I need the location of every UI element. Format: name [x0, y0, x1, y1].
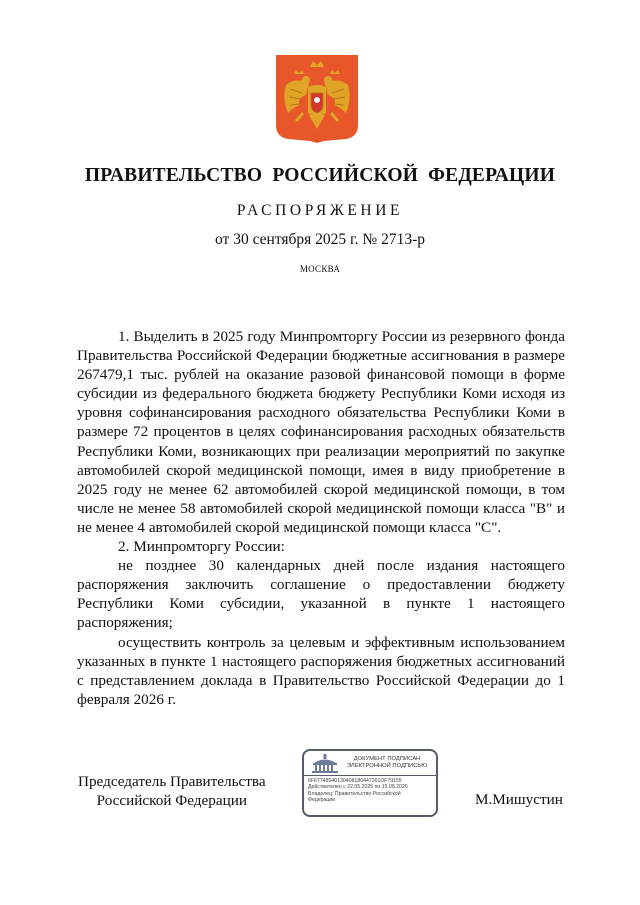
stamp-details [308, 778, 436, 803]
stamp-title-line-1: ДОКУМЕНТ ПОДПИСАН [353, 756, 421, 762]
signatory-name: М.Мишустин [475, 791, 563, 808]
stamp-owner-line-2: Федерации [308, 796, 336, 803]
stamp-header [304, 751, 436, 776]
document-city: МОСКВА [299, 264, 341, 274]
paragraph-1: 1. Выделить в 2025 году Минпромторгу России из резервного фонда Правительства Российской Федерации бюджетные ассигнования в размере 267479,1 тыс. рублей на оказание разовой финансовой помощи в форме субсидии из федерального бюджета бюджету Республики Коми исходя из уровня софинансирования расходного обязательства Республики Коми в размере 72 процентов в целях софинансирования расходных обязательств Республики Коми, возникающих при реализации мероприятий по закупке автомобилей скорой медицинской помощи, имея в виду приобретение в 2025 году не менее 62 автомобилей скорой медицинской помощи, в том числе не менее 58 автомобилей скорой медицинской помощи класса "В" и не менее 4 автомобилей скорой медицинской помощи класса "С". [77, 328, 565, 536]
signatory-position-line-2: Российской Федерации [96, 792, 247, 810]
signatory-position [78, 772, 266, 810]
paragraph-2-item-2: осуществить контроль за целевым и эффективным использованием указанных в пункте 1 настоящего распоряжения бюджетных ассигнований с представлением доклада в Правительство Российской Федерации до 1 февраля 2026 г. [77, 633, 565, 708]
stamp-validity: Действителен с 22.05.2025 по 15.08.2026 [308, 784, 408, 791]
coat-of-arms-icon [276, 55, 358, 143]
paragraph-2-item-1: не позднее 30 календарных дней после издания настоящего распоряжения заключить соглашение о предоставлении бюджету Республики Коми субсидии, указанной в пункте 1 настоящего распоряжения; [77, 557, 565, 632]
stamp-owner-line-1: Владелец: Правительство Российской [308, 790, 401, 797]
paragraph-2: 2. Минпромторгу России: [118, 538, 285, 556]
document-body [77, 327, 565, 709]
stamp-title [340, 756, 434, 770]
government-building-icon [311, 754, 339, 773]
stamp-title-line-2: ЭЛЕКТРОННОЙ ПОДПИСЬЮ [346, 763, 428, 769]
stamp-certificate: 6F67748540130408186447261DF79155 [308, 778, 402, 784]
signatory-position-line-1: Председатель Правительства [78, 773, 266, 790]
electronic-signature-stamp [302, 749, 438, 817]
document-type: РАСПОРЯЖЕНИЕ [236, 202, 404, 219]
government-title: ПРАВИТЕЛЬСТВО РОССИЙСКОЙ ФЕДЕРАЦИИ [84, 165, 556, 186]
document-date-number: от 30 сентября 2025 г. № 2713-р [215, 231, 425, 248]
